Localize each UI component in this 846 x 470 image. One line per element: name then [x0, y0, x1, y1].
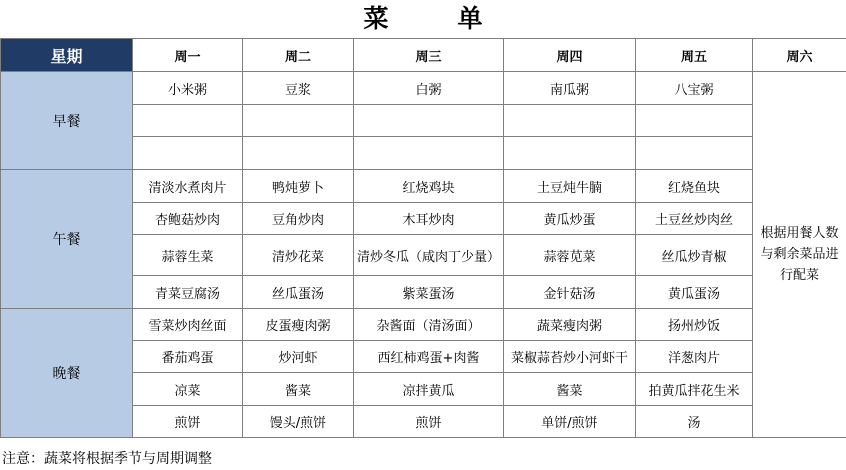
- meal-label-lunch: 午餐: [1, 170, 133, 309]
- weekly-menu-table: [0, 38, 846, 438]
- menu-cell: [133, 105, 243, 137]
- menu-cell: [243, 137, 354, 170]
- menu-cell: 豆浆: [243, 72, 354, 105]
- day-header-thu: 周四: [504, 39, 636, 72]
- header-row: [1, 39, 846, 72]
- menu-cell: 黄瓜炒蛋: [504, 203, 636, 235]
- menu-title: 菜 单: [363, 4, 505, 33]
- week-label: 星期: [1, 39, 133, 72]
- menu-cell: 菜椒蒜苔炒小河虾干: [504, 341, 636, 373]
- menu-cell: 黄瓜蛋汤: [636, 276, 753, 309]
- menu-cell: 小米粥: [133, 72, 243, 105]
- menu-cell: [133, 137, 243, 170]
- menu-cell: 煎饼: [354, 406, 504, 438]
- menu-cell: 单饼/煎饼: [504, 406, 636, 438]
- menu-cell: 煎饼: [133, 406, 243, 438]
- saturday-note: 根据用餐人数与剩余菜品进行配菜: [753, 72, 846, 438]
- footnote: 注意：蔬菜将根据季节与周期调整: [2, 451, 212, 467]
- menu-cell: 拍黄瓜拌花生米: [636, 373, 753, 406]
- menu-cell: [636, 105, 753, 137]
- menu-cell: 青菜豆腐汤: [133, 276, 243, 309]
- menu-cell: 红烧鸡块: [354, 170, 504, 203]
- menu-cell: [636, 137, 753, 170]
- menu-cell: 凉菜: [133, 373, 243, 406]
- menu-cell: 木耳炒肉: [354, 203, 504, 235]
- meal-label-dinner: 晚餐: [1, 309, 133, 438]
- menu-cell: 蔬菜瘦肉粥: [504, 309, 636, 341]
- menu-cell: 洋葱肉片: [636, 341, 753, 373]
- menu-cell: 馒头/煎饼: [243, 406, 354, 438]
- menu-cell: 杏鲍菇炒肉: [133, 203, 243, 235]
- menu-cell: 凉拌黄瓜: [354, 373, 504, 406]
- menu-cell: 丝瓜炒青椒: [636, 235, 753, 276]
- menu-cell: 金针菇汤: [504, 276, 636, 309]
- menu-cell: 西红柿鸡蛋+肉酱: [354, 341, 504, 373]
- menu-cell: 酱菜: [504, 373, 636, 406]
- menu-cell: 丝瓜蛋汤: [243, 276, 354, 309]
- menu-cell: 土豆丝炒肉丝: [636, 203, 753, 235]
- day-header-wed: 周三: [354, 39, 504, 72]
- menu-cell: 清炒冬瓜（咸肉丁少量）: [354, 235, 504, 276]
- menu-cell: 蒜蓉苋菜: [504, 235, 636, 276]
- menu-cell: 红烧鱼块: [636, 170, 753, 203]
- day-header-mon: 周一: [133, 39, 243, 72]
- menu-cell: [354, 105, 504, 137]
- menu-cell: 豆角炒肉: [243, 203, 354, 235]
- menu-cell: 清炒花菜: [243, 235, 354, 276]
- day-header-fri: 周五: [636, 39, 753, 72]
- menu-cell: [504, 137, 636, 170]
- menu-cell: [354, 137, 504, 170]
- menu-cell: 皮蛋瘦肉粥: [243, 309, 354, 341]
- table-row: [1, 309, 846, 341]
- menu-cell: 杂酱面（清汤面）: [354, 309, 504, 341]
- menu-cell: 蒜蓉生菜: [133, 235, 243, 276]
- menu-cell: 紫菜蛋汤: [354, 276, 504, 309]
- menu-cell: 炒河虾: [243, 341, 354, 373]
- table-row: [1, 72, 846, 105]
- menu-cell: 白粥: [354, 72, 504, 105]
- menu-cell: 土豆炖牛腩: [504, 170, 636, 203]
- meal-label-breakfast: 早餐: [1, 72, 133, 170]
- menu-cell: 鸭炖萝卜: [243, 170, 354, 203]
- menu-cell: [243, 105, 354, 137]
- day-header-tue: 周二: [243, 39, 354, 72]
- menu-cell: 雪菜炒肉丝面: [133, 309, 243, 341]
- menu-cell: 扬州炒饭: [636, 309, 753, 341]
- menu-cell: 八宝粥: [636, 72, 753, 105]
- menu-cell: 南瓜粥: [504, 72, 636, 105]
- day-header-sat: 周六: [753, 39, 846, 72]
- table-row: [1, 170, 846, 203]
- menu-cell: 汤: [636, 406, 753, 438]
- menu-cell: [504, 105, 636, 137]
- menu-cell: 清淡水煮肉片: [133, 170, 243, 203]
- menu-cell: 酱菜: [243, 373, 354, 406]
- menu-cell: 番茄鸡蛋: [133, 341, 243, 373]
